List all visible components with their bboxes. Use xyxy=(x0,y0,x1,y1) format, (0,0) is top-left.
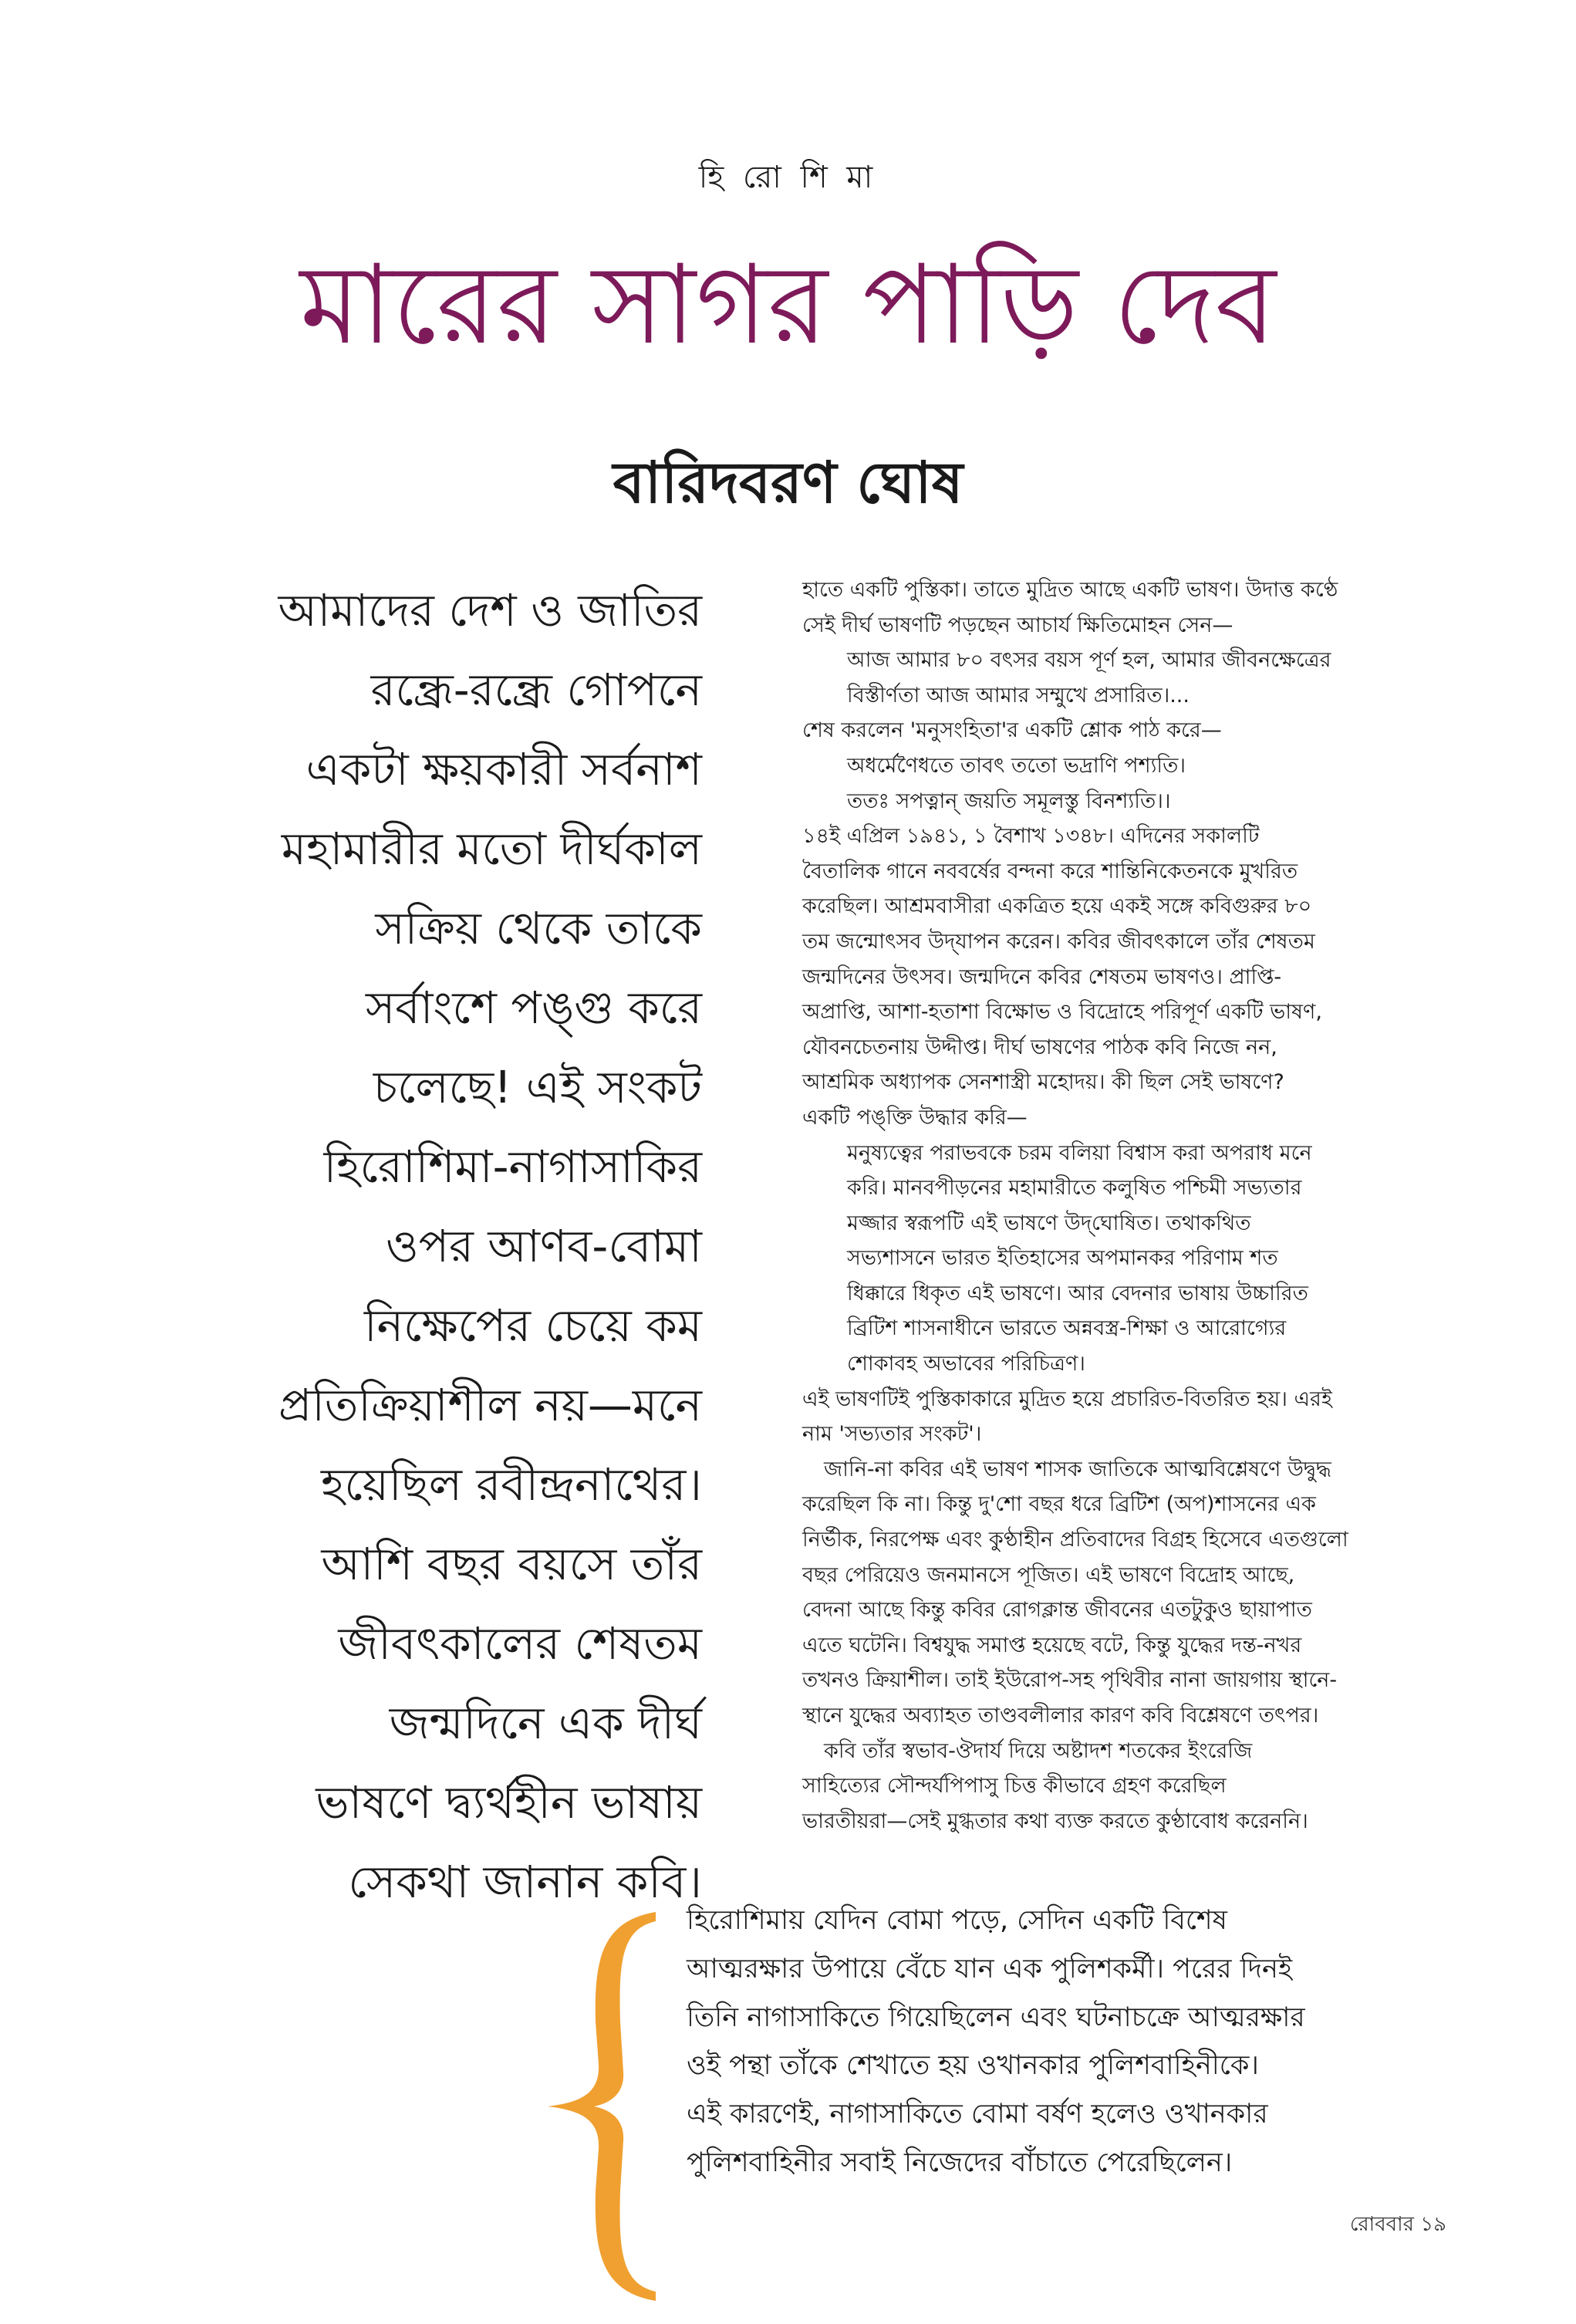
body-line: সভ্যশাসনে ভারত ইতিহাসের অপমানকর পরিণাম শত xyxy=(847,1246,1278,1271)
pull-quote-line: এই কারণেই, নাগাসাকিতে বোমা বর্ষণ হলেও ওখানকার xyxy=(687,2099,1268,2130)
pull-quote xyxy=(687,1897,1466,2187)
body-line: জানি-না কবির এই ভাষণ শাসক জাতিকে আত্মবিশ্লেষণে উদ্বুদ্ধ xyxy=(824,1457,1331,1481)
body-line: সেই দীর্ঘ ভাষণটি পড়ছেন আচার্য ক্ষিতিমোহন সেন— xyxy=(802,613,1233,637)
pull-quote-line: ওই পন্থা তাঁকে শেখাতে হয় ওখানকার পুলিশবাহিনীকে। xyxy=(687,2050,1259,2082)
body-line: মজ্জার স্বরূপটি এই ভাষণে উদ্‌ঘোষিত। তথাকথিত xyxy=(847,1211,1251,1235)
lead-line: সর্বাংশে পঙ্গু করে xyxy=(365,981,702,1034)
body-line: যৌবনচেতনায় উদ্দীপ্ত। দীর্ঘ ভাষণের পাঠক কবি নিজে নন, xyxy=(802,1035,1277,1059)
body-line: তম জন্মোৎসব উদ্‌যাপন করেন। কবির জীবৎকালে তাঁর শেষতম xyxy=(802,929,1315,954)
lead-line: হিরোশিমা-নাগাসাকির xyxy=(323,1140,702,1193)
orange-brace-ornament xyxy=(540,1906,671,2307)
lead-line: নিক্ষেপের চেয়ে কম xyxy=(363,1299,702,1352)
body-line: জন্মদিনের উৎসব। জন্মদিনে কবির শেষতম ভাষণও। প্রাপ্তি- xyxy=(802,964,1282,989)
lead-line: আশি বছর বয়সে তাঁর xyxy=(321,1538,702,1590)
author-byline: বারিদবরণ ঘোষ xyxy=(613,450,963,516)
body-line: স্থানে যুদ্ধের অব্যাহত তাণ্ডবলীলার কারণ কবি বিশ্লেষণে তৎপর। xyxy=(802,1704,1319,1728)
body-line: একটি পঙ্‌ক্তি উদ্ধার করি— xyxy=(802,1105,1028,1130)
body-line: ১৪ই এপ্রিল ১৯৪১, ১ বৈশাখ ১৩৪৮। এদিনের সকালটি xyxy=(802,824,1260,849)
body-line: করেছিল কি না। কিন্তু দু'শো বছর ধরে ব্রিটিশ (অপ)শাসনের এক xyxy=(802,1492,1316,1517)
body-line: এই ভাষণটিই পুস্তিকাকারে মুদ্রিত হয়ে প্রচারিত-বিতরিত হয়। এরই xyxy=(802,1387,1332,1411)
lead-line: প্রতিক্রিয়াশীল নয়—মনে xyxy=(278,1379,702,1431)
body-line: এতে ঘটেনি। বিশ্বযুদ্ধ সমাপ্ত হয়েছে বটে, কিন্তু যুদ্ধের দন্ত-নখর xyxy=(802,1633,1302,1657)
lead-line: রন্ধ্রে-রন্ধ্রে গোপনে xyxy=(370,664,702,716)
article-headline: মারের সাগর পাড়ি দেব xyxy=(299,242,1277,369)
lead-paragraph xyxy=(116,571,702,1922)
lead-line: সেকথা জানান কবি। xyxy=(348,1856,702,1908)
body-line: অপ্রাপ্তি, আশা-হতাশা বিক্ষোভ ও বিদ্রোহে পরিপূর্ণ একটি ভাষণ, xyxy=(802,1000,1322,1025)
body-line: নাম 'সভ্যতার সংকট'। xyxy=(802,1422,982,1447)
section-kicker: হি রো শি মা xyxy=(698,160,878,195)
body-line: করেছিল। আশ্রমবাসীরা একত্রিত হয়ে একই সঙ্গে কবিগুরুর ৮০ xyxy=(802,894,1312,919)
body-line: বিস্তীর্ণতা আজ আমার সম্মুখে প্রসারিত।... xyxy=(847,683,1190,708)
body-line: ততঃ সপত্নান্‌ জয়তি সমূলস্তু বিনশ্যতি।। xyxy=(847,789,1171,813)
pull-quote-line: হিরোশিমায় যেদিন বোমা পড়ে, সেদিন একটি বিশেষ xyxy=(687,1905,1227,1936)
body-line: তখনও ক্রিয়াশীল। তাই ইউরোপ-সহ পৃথিবীর নানা জায়গায় স্থানে- xyxy=(802,1668,1338,1693)
body-line: ভারতীয়রা—সেই মুগ্ধতার কথা ব্যক্ত করতে কুণ্ঠাবোধ করেননি। xyxy=(802,1809,1308,1833)
lead-line: ভাষণে দ্ব্যর্থহীন ভাষায় xyxy=(316,1776,702,1829)
lead-line: একটা ক্ষয়কারী সর্বনাশ xyxy=(305,743,702,795)
lead-line: সক্রিয় থেকে তাকে xyxy=(375,902,702,954)
pull-quote-line: পুলিশবাহিনীর সবাই নিজেদের বাঁচাতে পেরেছিলেন। xyxy=(687,2147,1233,2178)
body-text-column xyxy=(802,573,1458,1839)
body-line: মনুষ্যত্বের পরাভবকে চরম বলিয়া বিশ্বাস করা অপরাধ মনে xyxy=(847,1140,1312,1165)
lead-line: জীবৎকালের শেষতম xyxy=(338,1617,702,1670)
lead-line: চলেছে! এই সংকট xyxy=(373,1061,702,1113)
pull-quote-line: তিনি নাগাসাকিতে গিয়েছিলেন এবং ঘটনাচক্রে আত্মরক্ষার xyxy=(687,2001,1305,2033)
body-line: কবি তাঁর স্বভাব-ঔদার্য দিয়ে অষ্টাদশ শতকের ইংরেজি xyxy=(824,1738,1253,1763)
body-line: শেষ করলেন 'মনুসংহিতা'র একটি শ্লোক পাঠ করে— xyxy=(802,718,1222,743)
body-line: বছর পেরিয়েও জনমানসে পূজিত। এই ভাষণে বিদ্রোহ আছে, xyxy=(802,1562,1295,1587)
body-line: বৈতালিক গানে নববর্ষের বন্দনা করে শান্তিনিকেতনকে মুখরিত xyxy=(802,859,1298,883)
pull-quote-line: আত্মরক্ষার উপায়ে বেঁচে যান এক পুলিশকর্মী। পরের দিনই xyxy=(687,1953,1293,1985)
body-line: হাতে একটি পুস্তিকা। তাতে মুদ্রিত আছে একটি ভাষণ। উদাত্ত কণ্ঠে xyxy=(802,578,1338,602)
brace-shape xyxy=(548,1912,656,2301)
body-line: অধর্মেণৈধতে তাবৎ ততো ভদ্রাণি পশ্যতি। xyxy=(847,753,1186,778)
body-line: আশ্রমিক অধ্যাপক সেনশাস্ত্রী মহোদয়। কী ছিল সেই ভাষণে? xyxy=(802,1070,1284,1095)
lead-line: ওপর আণব-বোমা xyxy=(386,1220,702,1272)
body-line: বেদনা আছে কিন্তু কবির রোগক্লান্ত জীবনের এতটুকুও ছায়াপাত xyxy=(802,1598,1312,1623)
body-line: করি। মানবপীড়নের মহামারীতে কলুষিত পশ্চিমী সভ্যতার xyxy=(847,1176,1302,1201)
body-line: ধিক্কারে ধিকৃত এই ভাষণে। আর বেদনার ভাষায় উচ্চারিত xyxy=(847,1281,1308,1306)
body-line: ব্রিটিশ শাসনাধীনে ভারতে অন্নবস্ত্র-শিক্ষা ও আরোগ্যের xyxy=(847,1316,1287,1341)
body-line: সাহিত্যের সৌন্দর্যপিপাসু চিত্ত কীভাবে গ্রহণ করেছিল xyxy=(802,1774,1227,1799)
body-line: নির্ভীক, নিরপেক্ষ এবং কুণ্ঠাহীন প্রতিবাদের বিগ্রহ হিসেবে এতগুলো xyxy=(802,1528,1348,1552)
body-line: আজ আমার ৮০ বৎসর বয়স পূর্ণ হল, আমার জীবনক্ষেত্রের xyxy=(847,648,1331,673)
lead-line: মহামারীর মতো দীর্ঘকাল xyxy=(281,823,702,875)
lead-line: হয়েছিল রবীন্দ্রনাথের। xyxy=(321,1458,702,1511)
lead-line: আমাদের দেশ ও জাতির xyxy=(278,584,702,637)
lead-line: জন্মদিনে এক দীর্ঘ xyxy=(389,1697,702,1749)
page-folio: রোববার ১৯ xyxy=(1349,2213,1446,2236)
body-line: শোকাবহ অভাবের পরিচিত্রণ। xyxy=(847,1352,1085,1376)
